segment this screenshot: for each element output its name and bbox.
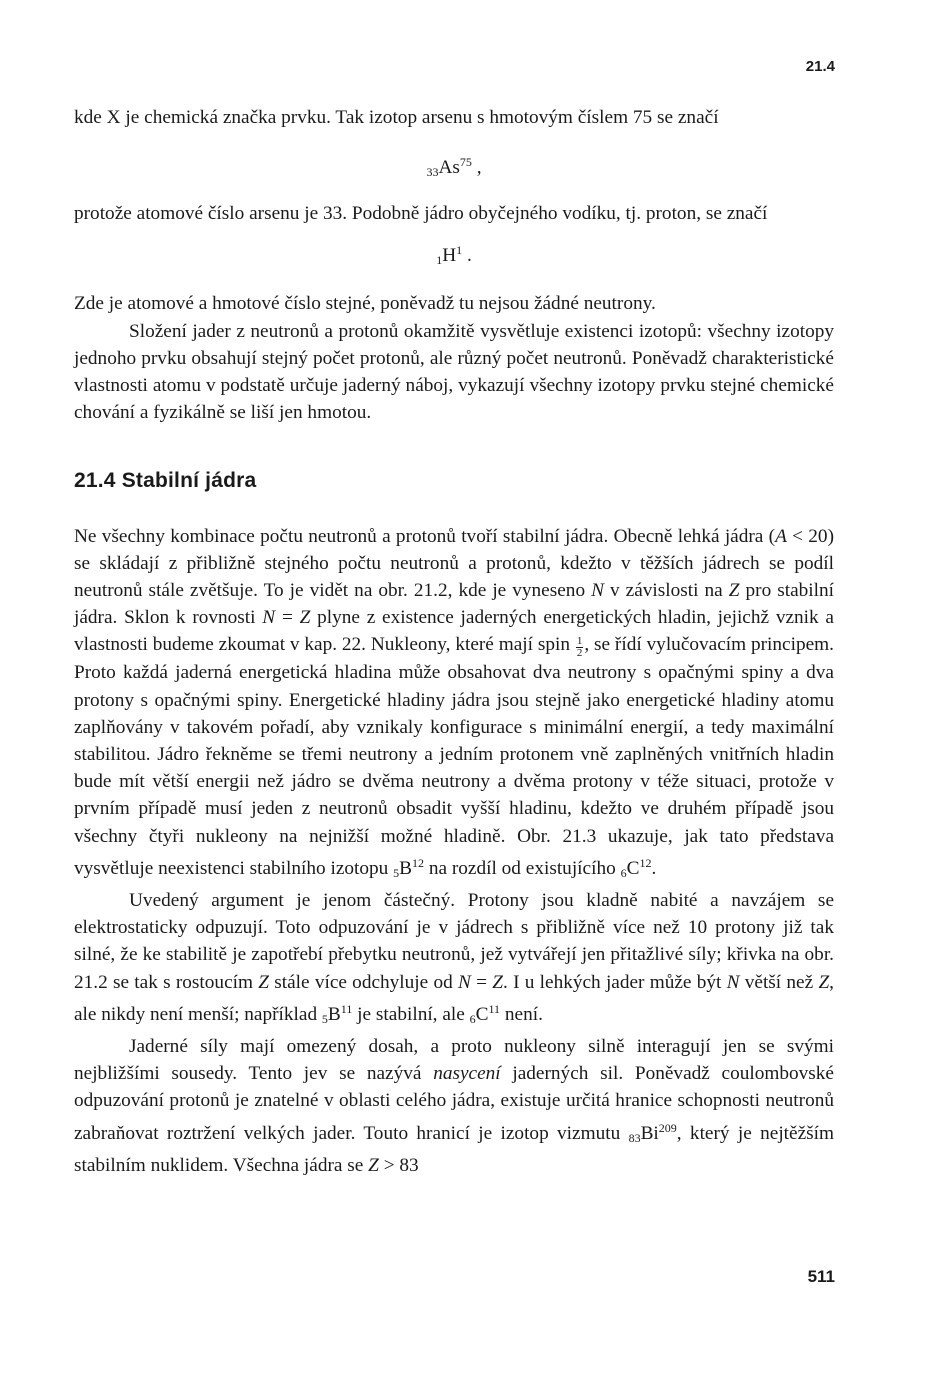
section-heading: 21.4 Stabilní jádra (74, 469, 257, 493)
intro-paragraph-3: Zde je atomové a hmotové číslo stejné, poněvadž tu nejsou žádné neutrony. (74, 293, 656, 315)
intro-paragraph-4: Složení jader z neutronů a protonů okamžitě vysvětluje existenci izotopů: všechny izotopy jednoho prvku obsahují stejný počet protonů, ale různý počet neutronů. Poněvadž charakteristické vlastnosti atomu v podstatě určuje jaderný náboj, vykazují všechny izotopy prvku stejné chemické chování a fyzikálně se liší jen hmotou. (74, 320, 834, 424)
element-symbol: H (442, 245, 457, 267)
atomic-number: 1 (436, 253, 443, 268)
mass-number: 75 (459, 155, 472, 170)
formula-punct: , (476, 157, 482, 179)
paragraph-saturation: Jaderné síly mají omezený dosah, a proto nukleony silně interagují jen se svými nejbližšími sousedy. Tento jev se nazývá nasycení jaderných sil. Poněvadž coulombovské odpuzování protonů je znatelné v oblasti celého jádra, existuje určitá hranice schopnosti neutronů zabraňovat roztržení velkých jader. Touto hranicí je izotop vizmutu $_{83}Bi^{209}$, který je nejtěžším stabilním nuklidem. Všechna jádra se Z > 83 (74, 1036, 835, 1176)
paragraph-coulomb-repulsion: Uvedený argument je jenom částečný. Protony jsou kladně nabité a navzájem se elektrostaticky odpuzují. Toto odpuzování je v jádrech s přibližně více než 10 protony již tak silné, že ke stabilitě je zapotřebí přebytku neutronů, jež vytvářejí jen přitažlivé síly; křivka na obr. 21.2 se tak s rostoucím Z stále více odchyluje od N = Z. I u lehkých jader může být N větší než Z, ale nikdy není menší; například $_5B^{11}$ je stabilní, ale $_6C^{11}$ není. (74, 890, 834, 1026)
page-number: 511 (807, 1267, 835, 1286)
running-head: 21.4 (805, 58, 835, 75)
paragraph-stable-nuclei: Ne všechny kombinace počtu neutronů a protonů tvoří stabilní jádra. Obecně lehká jádra (A < 20) se skládají z přibližně stejného počtu neutronů a protonů, kdežto v těžších jádrech se podíl neutronů stále zvětšuje. To je vidět na obr. 21.2, kde je vyneseno N v závislosti na Z pro stabilní jádra. Sklon k rovnosti N = Z plyne z existence jaderných energetických hladin, jejichž vznik a vlastnosti budeme zkoumat v kap. 22. Nukleony, které mají spin $\frac{1}{2}$ , se řídí vylučovacím principem. Proto každá jaderná energetická hladina může obsahovat dva neutrony s opačnými spiny a dva protony s opačnými spiny. Energetické hladiny jádra jsou stejně jako energetické hladiny atomu zaplňovány v takovém pořadí, aby vznikaly konfigurace s minimální energií, a tedy maximální stabilitou. Jádro řekněme se třemi neutrony a jedním protonem vně zaplněných vnitřních hladin bude mít větší energii než jádro se dvěma neutrony a dvěma protony v téže situaci, protože v prvním případě musí jeden z neutronů obsadit vyšší hladinu, kdežto ve druhém případě jsou všechny čtyři nukleony na nejnižší možné hladině. Obr. 21.3 ukazuje, jak tato představa vysvětluje neexistenci stabilního izotopu $_5B^{12}$ na rozdíl od existujícího $_6C^{12}$. (74, 525, 834, 880)
text-body (74, 104, 834, 1179)
element-symbol: As (438, 157, 460, 179)
intro-paragraph-1: kde X je chemická značka prvku. Tak izotop arsenu s hmotovým číslem 75 se značí (74, 107, 719, 128)
formula-hydrogen (74, 237, 834, 274)
atomic-number: 33 (426, 165, 439, 180)
fraction-one-half: $\frac{1}{2}$ (576, 635, 583, 660)
intro-paragraph-2: protože atomové číslo arsenu je 33. Podobně jádro obyčejného vodíku, tj. proton, se značí (74, 203, 768, 225)
formula-punct: . (466, 245, 472, 267)
formula-arsenic (74, 149, 834, 186)
mass-number: 1 (456, 243, 463, 258)
